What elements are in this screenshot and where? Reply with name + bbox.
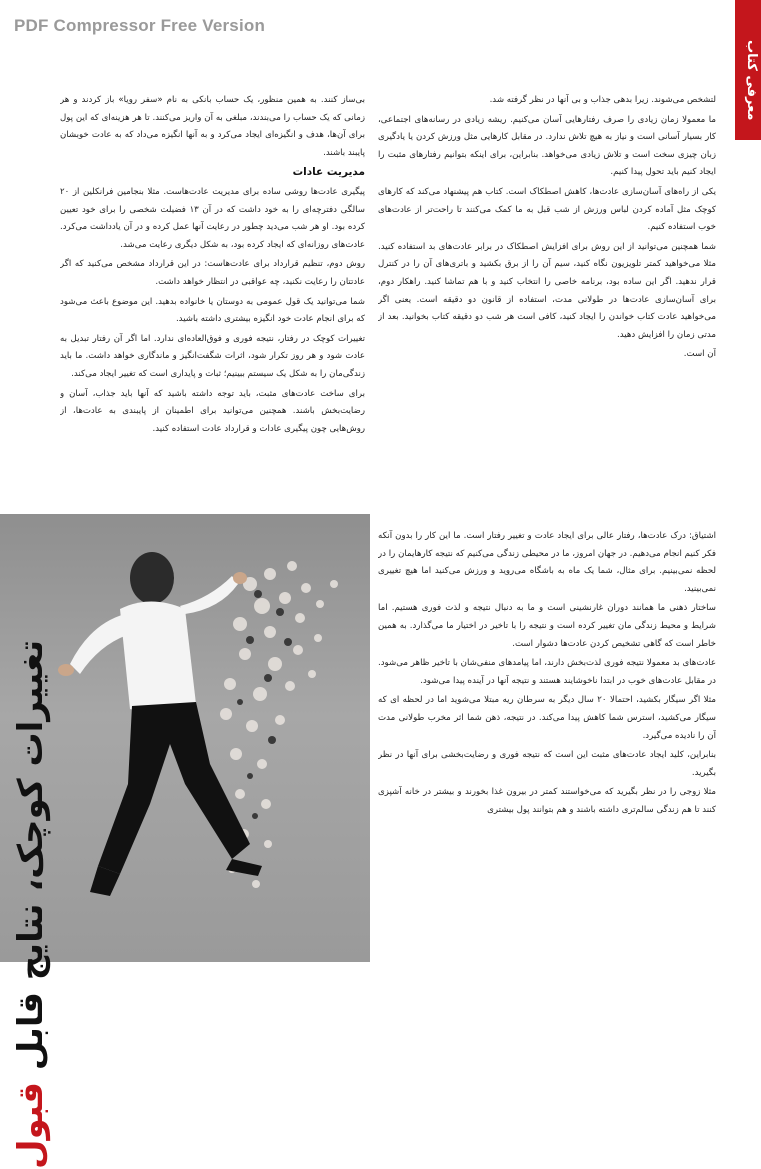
watermark-text: PDF Compressor Free Version (14, 16, 266, 35)
dancer-illustration (0, 514, 370, 962)
paragraph: شما می‌توانید یک قول عمومی به دوستان یا خانواده بدهید. این موضوع باعث می‌شود که برای انجام عادت خود انگیزه بیشتری داشته باشید. (60, 296, 365, 325)
paragraph: لتشخص می‌شوند. زیرا بدهی جذاب و بی آنها در نظر گرفته شد. (489, 95, 716, 105)
paragraph: بنابراین، کلید ایجاد عادت‌های مثبت این است که نتیجه فوری و رضایت‌بخشی برای آنها در نظر بگیرید. (378, 750, 716, 778)
paragraph: برای ساخت عادت‌های مثبت، باید توجه داشته باشید که آنها باید جذاب، آسان و رضایت‌بخش باشند. همچنین می‌توانید برای اطمینان از پایبندی به عادت‌ها، از روش‌هایی چون پیگیری عادات و قرارداد عادت استفاده کنید. (60, 388, 365, 434)
paragraph: مثلا اگر سیگار بکشید، احتمالا ۲۰ سال دیگر به سرطان ریه مبتلا می‌شوید اما در لحظه ای که سیگار می‌کشید، استرس شما کاهش پیدا می‌کند. در نتیجه، ذهن شما اثر مخرب طولانی مدت آن را نادیده می‌گیرد. (378, 695, 716, 741)
paragraph: شما همچنین می‌توانید از این روش برای افزایش اصطکاک در برابر عادت‌های بد استفاده کنید. مثلا می‌خواهید کمتر تلویزیون نگاه کنید، سیم آن را از برق بکشید و باتری‌های آن را در کنترل قرار ندهید. اگر این ساده بود، برنامه خاصی را انتخاب کنید و با هم تماشا کنید. راهکار دوم، برای آسان‌سازی عادت‌ها در طولانی مدت، استفاده از قانون دو دقیقه است. یعنی اگر می‌خواهید عادت کتاب خواندن را ایجاد کنید، کافی است هر شب دو دقیقه کتاب بخوانید. بعد از مدتی زمان را افزایش دهید. (378, 241, 716, 340)
paragraph: اشتیاق: درک عادت‌ها، رفتار عالی برای ایجاد عادت و تغییر رفتار است. ما این کار را بدون آنکه فکر کنیم انجام می‌دهیم. در جهان امروز، ما در محیطی زندگی می‌کنیم که نتیجه کارهایمان را در لحظه نمی‌بینیم. برای مثال، شما یک ماه به باشگاه می‌روید و ورزش می‌کنید اما هیچ تغییری نمی‌بینید. (378, 531, 716, 594)
paragraph: یکی از راه‌های آسان‌سازی عادت‌ها، کاهش اصطکاک است. کتاب هم پیشنهاد می‌کند که کارهای کوچک مثل آماده کردن لباس ورزش از شب قبل به ما کمک می‌کنند تا راحت‌تر از عادت‌های خوب استفاده کنیم. (378, 186, 716, 233)
paragraph: آن است. (683, 349, 716, 360)
article-title (11, 640, 51, 1169)
column-top-left (60, 92, 365, 512)
article-title-main: تغییرات کوچک، نتایج قابل (11, 640, 51, 1071)
column-top-right (378, 92, 716, 522)
paragraph: تغییرات کوچک در رفتار، نتیجه فوری و فوق‌العاده‌ای ندارد. اما اگر آن رفتار تبدیل به عادت شود و هر روز تکرار شود، اثرات شگفت‌انگیز و ماندگاری خواهد داشت. ما باید زندگی‌مان را به شکل یک سیستم ببینیم؛ ثبات و پایداری است که تغییر ایجاد می‌کند. (60, 333, 365, 379)
paragraph: مثلا زوجی را در نظر بگیرید که می‌خواستند کمتر در بیرون غذا بخورند و بیشتر در خانه آشپزی کنند تا هم زندگی سالم‌تری داشته باشند و هم بتوانند پول بیشتری (378, 787, 716, 815)
paragraph: ساختار ذهنی ما همانند دوران غارنشینی است و ما به دنبال نتیجه و لذت فوری هستیم. اما شرایط و محیط زندگی مان تغییر کرده است و نتیجه را با تاخیر در اختیار ما می‌گذارد. به همین خاطر است که گاهی تشخیص کردن عادت‌ها دشوار است. (378, 603, 716, 649)
dancer-photo (0, 514, 370, 962)
column-bottom-right (378, 528, 716, 968)
paragraph: ما معمولا زمان زیادی را صرف رفتارهایی آسان می‌کنیم. ریشه زیادی در رسانه‌های اجتماعی، کار بسیار آسانی است و نیاز به هیچ تلاش ندارد. در مقابل کارهایی مثل ورزش کردن یا یادگیری زبان چیزی سخت است و تلاش زیادی می‌خواهد. بنابراین، برای اینکه بتوانیم رفتارهای مثبت را ایجاد کنیم باید تحول پیدا کنیم. (378, 114, 716, 178)
paragraph: بی‌ساز کنند. به همین منظور، یک حساب بانکی به نام «سفر رویا» باز کردند و هر زمانی که یک حساب را می‌بندند، مبلغی به آن واریز می‌کنند. تا هر هزینه‌ای که این پول برای آن‌ها، هدف و انگیزه‌ای ایجاد می‌کرد و به آنها انگیزه می‌داد که به عادت خوبشان پایبند باشند. (60, 95, 365, 158)
section-tab (735, 0, 761, 140)
section-heading: مدیریت عادات (292, 166, 365, 179)
article-title-accent: قبول (11, 1082, 51, 1169)
paragraph: روش دوم، تنظیم قرارداد برای عادت‌هاست: در این قرارداد مشخص می‌کنید که اگر عادتتان را رعایت نکنید، چه عواقبی در انتظار خواهد داشت. (60, 259, 365, 287)
section-tab-label: معرفی کتاب (744, 40, 759, 121)
paragraph: عادت‌های بد معمولا نتیجه فوری لذت‌بخش دارند، اما پیامدهای منفی‌شان با تاخیر ظاهر می‌شود. در مقابل عادت‌های خوب در ابتدا ناخوشایند هستند و نتیجه آنها در آینده پیدا می‌شود. (378, 658, 716, 686)
paragraph: پیگیری عادت‌ها روشی ساده برای مدیریت عادت‌هاست. مثلا بنجامین فرانکلین از ۲۰ سالگی دفترچه‌ای را به خود داشت که در آن ۱۳ فضیلت شخصی را برای خود تعیین کرده بود. او هر شب می‌دید چطور در رعایت آنها عمل کرده و در آن یادداشت می‌کرد. عادت‌های روزانه‌ای که ایجاد کرده بود، به شکل دیگری رعایت می‌شد. (60, 186, 365, 250)
